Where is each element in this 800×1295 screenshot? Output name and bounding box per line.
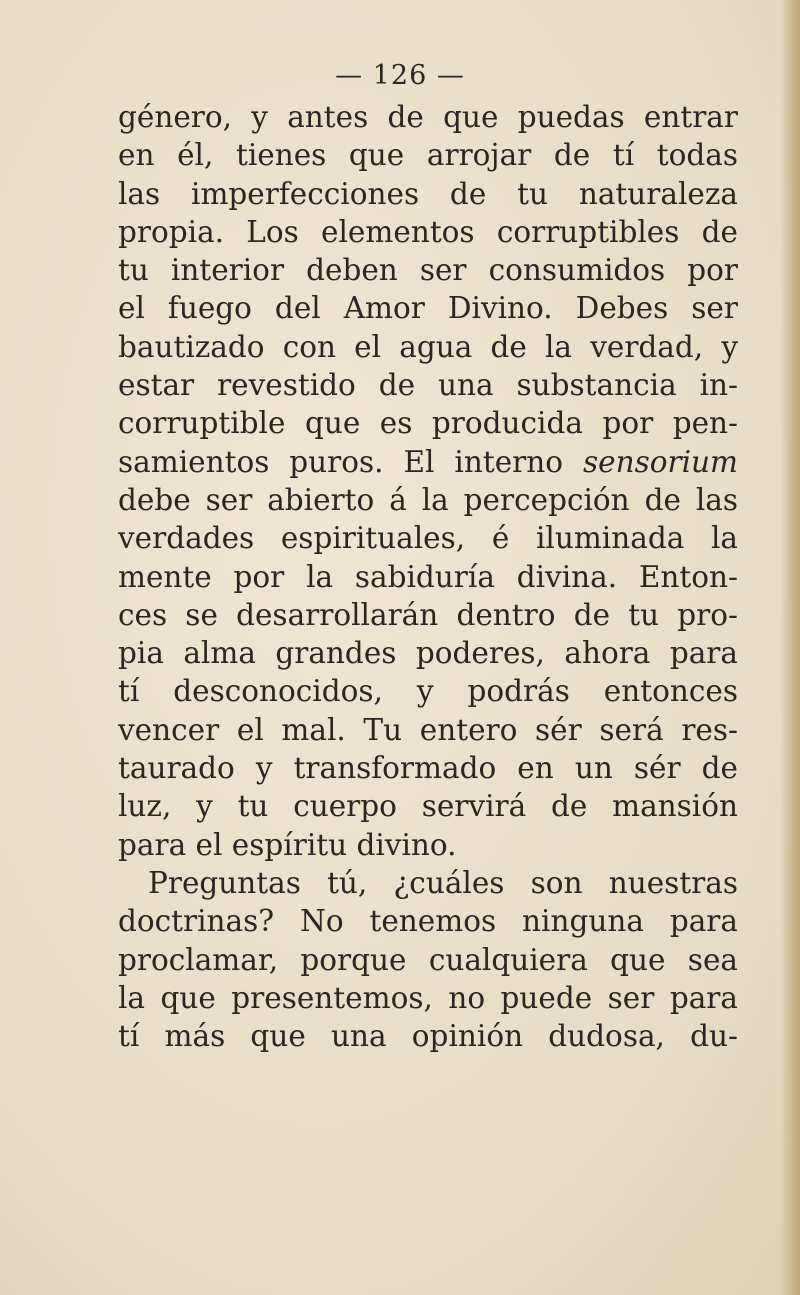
text-line: la que presentemos, no puede ser para — [118, 980, 738, 1015]
text-line: taurado y transformado en un sér de — [118, 751, 738, 786]
text-line: tí desconocidos, y podrás entonces — [118, 674, 738, 709]
text-line-with-italic — [118, 443, 738, 481]
body-text — [118, 98, 738, 1055]
text-line: propia. Los elementos corruptibles de — [118, 214, 738, 249]
text-line: mente por la sabiduría divina. Enton- — [118, 559, 738, 594]
text-line: las imperfecciones de tu naturaleza — [118, 176, 738, 211]
text-line: corruptible que es producida por pen- — [118, 406, 738, 441]
text-line: doctrinas? No tenemos ninguna para — [118, 904, 738, 939]
text-line: vencer el mal. Tu entero sér será res- — [118, 712, 738, 747]
text-line: pia alma grandes poderes, ahora para — [118, 636, 738, 671]
text-line: proclamar, porque cualquiera que sea — [118, 942, 738, 977]
text-line: luz, y tu cuerpo servirá de mansión — [118, 789, 738, 824]
text-line: el fuego del Amor Divino. Debes ser — [118, 291, 738, 326]
paragraph-start-line: Preguntas tú, ¿cuáles son nuestras — [148, 865, 738, 900]
text-line: estar revestido de una substancia in- — [118, 368, 738, 403]
page-edge — [780, 0, 800, 1295]
paragraph-end-line: para el espíritu divino. — [118, 827, 457, 862]
text-line: ces se desarrollarán dentro de tu pro- — [118, 597, 738, 632]
text-line: debe ser abierto á la percepción de las — [118, 482, 738, 517]
text-line: en él, tienes que arrojar de tí todas — [118, 138, 738, 173]
italic-word: sensorium — [582, 444, 738, 479]
text-line: verdades espirituales, é iluminada la — [118, 521, 738, 556]
text-line: tí más que una opinión dudosa, du- — [118, 1019, 738, 1054]
text-line: tu interior deben ser consumidos por — [118, 253, 738, 288]
text-line-start: samientos puros. El interno — [118, 444, 564, 479]
page-number: — 126 — — [335, 60, 465, 91]
text-line: género, y antes de que puedas entrar — [118, 100, 738, 134]
text-line: bautizado con el agua de la verdad, y — [118, 329, 738, 364]
